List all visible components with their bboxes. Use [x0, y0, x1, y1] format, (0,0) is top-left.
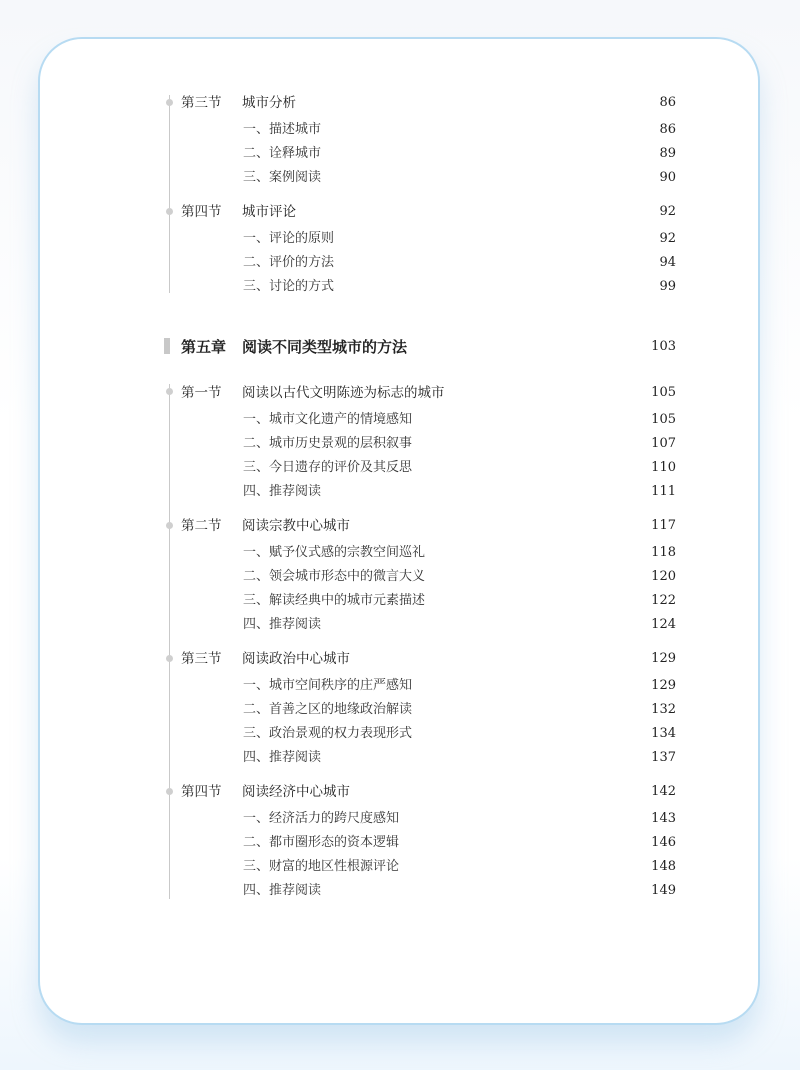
- chapter-title: 阅读不同类型城市的方法: [242, 338, 408, 356]
- section-heading[interactable]: [40, 201, 762, 223]
- section-title: 城市分析: [242, 95, 296, 111]
- page-number: 107: [651, 436, 676, 451]
- page-number: 148: [651, 859, 676, 874]
- page-number: 129: [651, 651, 676, 666]
- section-heading[interactable]: [40, 92, 762, 114]
- toc-item[interactable]: [40, 542, 762, 564]
- toc-item[interactable]: [40, 276, 762, 298]
- toc-item[interactable]: [40, 252, 762, 274]
- item-title: 四、推荐阅读: [243, 750, 322, 765]
- page-number: 103: [651, 339, 676, 354]
- toc-item[interactable]: [40, 808, 762, 830]
- section-label: 第四节: [181, 784, 222, 800]
- page-number: 92: [659, 204, 676, 219]
- toc-item[interactable]: [40, 590, 762, 612]
- page-number: 105: [651, 412, 676, 427]
- page-number: 149: [651, 883, 676, 898]
- section-label: 第三节: [181, 651, 222, 667]
- toc-item[interactable]: [40, 167, 762, 189]
- item-title: 二、领会城市形态中的微言大义: [243, 569, 426, 584]
- page-number: 86: [659, 122, 676, 137]
- page-number: 146: [651, 835, 676, 850]
- chapter-heading[interactable]: [40, 336, 762, 362]
- page-number: 105: [651, 385, 676, 400]
- section-label: 第二节: [181, 518, 222, 534]
- section-title: 城市评论: [242, 204, 296, 220]
- item-title: 一、评论的原则: [243, 231, 335, 246]
- page-number: 89: [659, 146, 676, 161]
- section-title: 阅读经济中心城市: [242, 784, 350, 800]
- toc-item[interactable]: [40, 675, 762, 697]
- item-title: 二、都市圈形态的资本逻辑: [243, 835, 400, 850]
- toc-item[interactable]: [40, 880, 762, 902]
- toc-card: [38, 37, 760, 1025]
- page-number: 86: [659, 95, 676, 110]
- item-title: 三、解读经典中的城市元素描述: [243, 593, 426, 608]
- toc-item[interactable]: [40, 409, 762, 431]
- toc-item[interactable]: [40, 228, 762, 250]
- page-number: 90: [659, 170, 676, 185]
- page-number: 110: [651, 460, 676, 475]
- toc-item[interactable]: [40, 747, 762, 769]
- item-title: 三、案例阅读: [243, 170, 322, 185]
- page-number: 92: [659, 231, 676, 246]
- item-title: 二、城市历史景观的层积叙事: [243, 436, 413, 451]
- page-number: 120: [651, 569, 676, 584]
- page-number: 129: [651, 678, 676, 693]
- chapter-marker: [164, 338, 170, 354]
- page-number: 132: [651, 702, 676, 717]
- section-title: 阅读宗教中心城市: [242, 518, 350, 534]
- page-number: 134: [651, 726, 676, 741]
- toc-item[interactable]: [40, 723, 762, 745]
- page-number: 111: [651, 484, 676, 499]
- section-title: 阅读以古代文明陈迹为标志的城市: [242, 385, 445, 401]
- section-heading[interactable]: [40, 515, 762, 537]
- page-number: 124: [651, 617, 676, 632]
- table-of-contents: [40, 39, 762, 1027]
- page-number: 122: [651, 593, 676, 608]
- item-title: 一、赋予仪式感的宗教空间巡礼: [243, 545, 426, 560]
- toc-item[interactable]: [40, 457, 762, 479]
- toc-item[interactable]: [40, 699, 762, 721]
- section-label: 第四节: [181, 204, 222, 220]
- item-title: 三、讨论的方式: [243, 279, 335, 294]
- section-label: 第一节: [181, 385, 222, 401]
- page-number: 142: [651, 784, 676, 799]
- page-number: 99: [659, 279, 676, 294]
- section-heading[interactable]: [40, 781, 762, 803]
- section-title: 阅读政治中心城市: [242, 651, 350, 667]
- item-title: 一、经济活力的跨尺度感知: [243, 811, 400, 826]
- item-title: 一、城市空间秩序的庄严感知: [243, 678, 413, 693]
- page-number: 143: [651, 811, 676, 826]
- toc-item[interactable]: [40, 832, 762, 854]
- page-number: 137: [651, 750, 676, 765]
- item-title: 二、评价的方法: [243, 255, 335, 270]
- item-title: 三、财富的地区性根源评论: [243, 859, 400, 874]
- toc-item[interactable]: [40, 433, 762, 455]
- section-label: 第三节: [181, 95, 222, 111]
- item-title: 四、推荐阅读: [243, 883, 322, 898]
- section-heading[interactable]: [40, 648, 762, 670]
- page-number: 118: [651, 545, 676, 560]
- section-heading[interactable]: [40, 382, 762, 404]
- toc-item[interactable]: [40, 566, 762, 588]
- toc-item[interactable]: [40, 856, 762, 878]
- item-title: 三、政治景观的权力表现形式: [243, 726, 413, 741]
- item-title: 四、推荐阅读: [243, 484, 322, 499]
- item-title: 一、描述城市: [243, 122, 322, 137]
- toc-item[interactable]: [40, 614, 762, 636]
- page-number: 94: [659, 255, 676, 270]
- item-title: 三、今日遗存的评价及其反思: [243, 460, 413, 475]
- toc-item[interactable]: [40, 119, 762, 141]
- item-title: 二、诠释城市: [243, 146, 322, 161]
- item-title: 一、城市文化遗产的情境感知: [243, 412, 413, 427]
- chapter-label: 第五章: [181, 338, 227, 356]
- toc-item[interactable]: [40, 481, 762, 503]
- toc-item[interactable]: [40, 143, 762, 165]
- item-title: 四、推荐阅读: [243, 617, 322, 632]
- page-number: 117: [651, 518, 676, 533]
- item-title: 二、首善之区的地缘政治解读: [243, 702, 413, 717]
